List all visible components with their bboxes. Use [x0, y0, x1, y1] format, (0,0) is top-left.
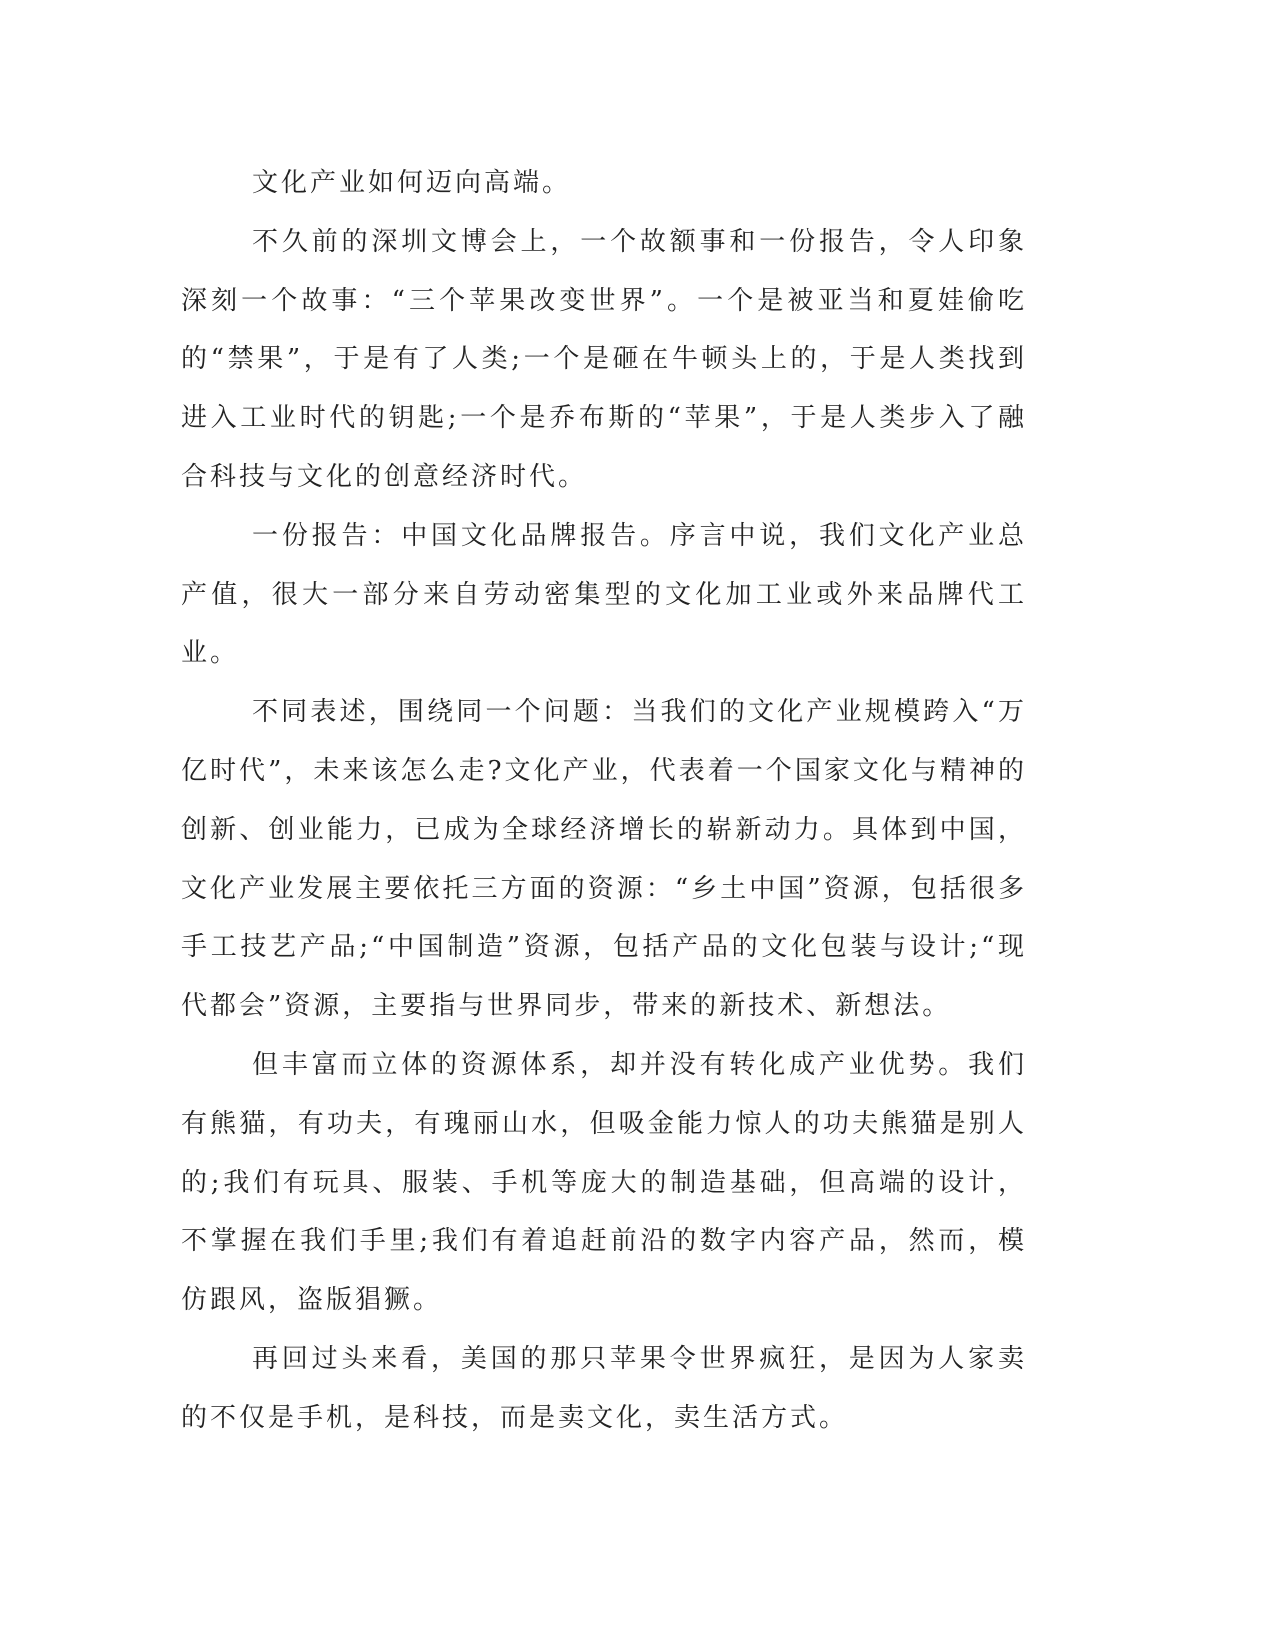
paragraph-2: 不久前的深圳文博会上，一个故额事和一份报告，令人印象深刻一个故事：“三个苹果改变世界”。一个是被亚当和夏娃偷吃的“禁果”，于是有了人类;一个是砸在牛顿头上的，于是人类找到进入工业时代的钥匙;一个是乔布斯的“苹果”，于是人类步入了融合科技与文化的创意经济时代。 [181, 226, 1027, 492]
document-page [181, 154, 1027, 1448]
paragraph-6: 再回过头来看，美国的那只苹果令世界疯狂，是因为人家卖的不仅是手机，是科技，而是卖文化，卖生活方式。 [181, 1343, 1027, 1433]
paragraph-1: 文化产业如何迈向高端。 [252, 168, 572, 198]
paragraph-3: 一份报告：中国文化品牌报告。序言中说，我们文化产业总产值，很大一部分来自劳动密集型的文化加工业或外来品牌代工业。 [181, 520, 1027, 669]
paragraph-5: 但丰富而立体的资源体系，却并没有转化成产业优势。我们有熊猫，有功夫，有瑰丽山水，但吸金能力惊人的功夫熊猫是别人的;我们有玩具、服装、手机等庞大的制造基础，但高端的设计，不掌握在我们手里;我们有着追赶前沿的数字内容产品，然而，模仿跟风，盗版猖獗。 [181, 1049, 1027, 1316]
paragraph-4: 不同表述，围绕同一个问题：当我们的文化产业规模跨入“万亿时代”，未来该怎么走?文化产业，代表着一个国家文化与精神的创新、创业能力，已成为全球经济增长的崭新动力。具体到中国，文化产业发展主要依托三方面的资源：“乡土中国”资源，包括很多手工技艺产品;“中国制造”资源，包括产品的文化包装与设计;“现代都会”资源，主要指与世界同步，带来的新技术、新想法。 [181, 697, 1027, 1022]
